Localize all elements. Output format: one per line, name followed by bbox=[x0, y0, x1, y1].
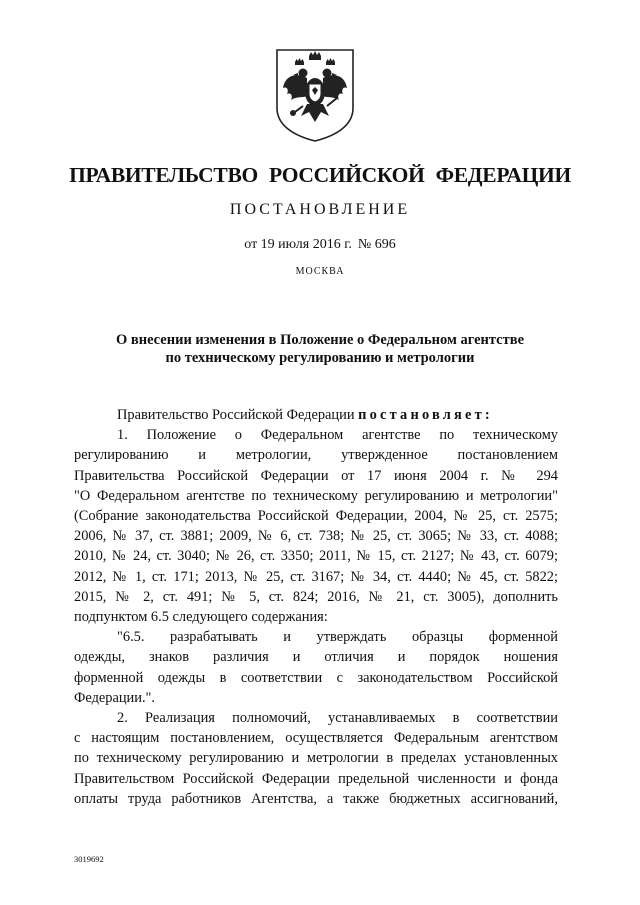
document-city: МОСКВА bbox=[295, 266, 345, 277]
preamble-verb: постановляет: bbox=[358, 407, 493, 423]
document-subject bbox=[90, 331, 550, 367]
body-line: с настоящим постановлением, осуществляется Федеральным агентством bbox=[74, 730, 558, 747]
body-line: оплаты труда работников Агентства, а также бюджетных ассигнований, bbox=[74, 790, 558, 807]
body-line: Правительства Российской Федерации от 17 июня 2004 г. № 294 bbox=[74, 467, 558, 484]
body-line: регулированию и метрологии, утвержденное постановлением bbox=[74, 447, 558, 464]
body-line: 2. Реализация полномочий, устанавливаемых в соответствии bbox=[117, 710, 558, 727]
quote-line: форменной одежды в соответствии с законодательством Российской bbox=[74, 669, 558, 686]
document-number: № 696 bbox=[357, 237, 396, 252]
russian-coat-of-arms-icon bbox=[273, 46, 357, 144]
document-type: ПОСТАНОВЛЕНИЕ bbox=[229, 201, 411, 218]
quote-line: Федерации.". bbox=[74, 689, 156, 706]
body-line: (Собрание законодательства Российской Федерации, 2004, № 25, ст. 2575; bbox=[74, 508, 558, 525]
body-line: подпунктом 6.5 следующего содержания: bbox=[74, 609, 328, 626]
body-line: 2012, № 1, ст. 171; 2013, № 25, ст. 3167; № 34, ст. 4440; № 45, ст. 5822; bbox=[74, 568, 558, 585]
quote-line: одежды, знаков различия и отличия и порядок ношения bbox=[74, 649, 558, 666]
subject-line: по техническому регулированию и метрологии bbox=[165, 350, 475, 366]
document-date: от 19 июля 2016 г. bbox=[244, 237, 352, 252]
body-line: 2010, № 24, ст. 3040; № 26, ст. 3350; 2011, № 15, ст. 2127; № 43, ст. 6079; bbox=[74, 548, 558, 565]
body-line: 2015, № 2, ст. 491; № 5, ст. 824; 2016, № 21, ст. 3005), дополнить bbox=[74, 588, 558, 605]
document-date-number bbox=[0, 237, 640, 253]
document-code: 3019692 bbox=[74, 854, 104, 864]
body-line: по техническому регулированию и метрологии в пределах установленных bbox=[74, 750, 558, 767]
body-line: Правительством Российской Федерации предельной численности и фонда bbox=[74, 770, 558, 787]
government-title: ПРАВИТЕЛЬСТВО РОССИЙСКОЙ ФЕДЕРАЦИИ bbox=[69, 163, 571, 187]
subject-line: О внесении изменения в Положение о Федеральном агентстве bbox=[115, 332, 525, 348]
document-body bbox=[74, 405, 558, 809]
body-line: 2006, № 37, ст. 3881; 2009, № 6, ст. 738; № 25, ст. 3065; № 33, ст. 4088; bbox=[74, 528, 558, 545]
body-line: 1. Положение о Федеральном агентстве по техническому bbox=[117, 427, 558, 444]
preamble-text: Правительство Российской Федерации bbox=[117, 407, 359, 423]
body-line: "О Федеральном агентстве по техническому регулированию и метрологии" bbox=[74, 487, 558, 504]
preamble bbox=[74, 405, 558, 425]
quote-line: "6.5. разрабатывать и утверждать образцы форменной bbox=[117, 629, 558, 646]
